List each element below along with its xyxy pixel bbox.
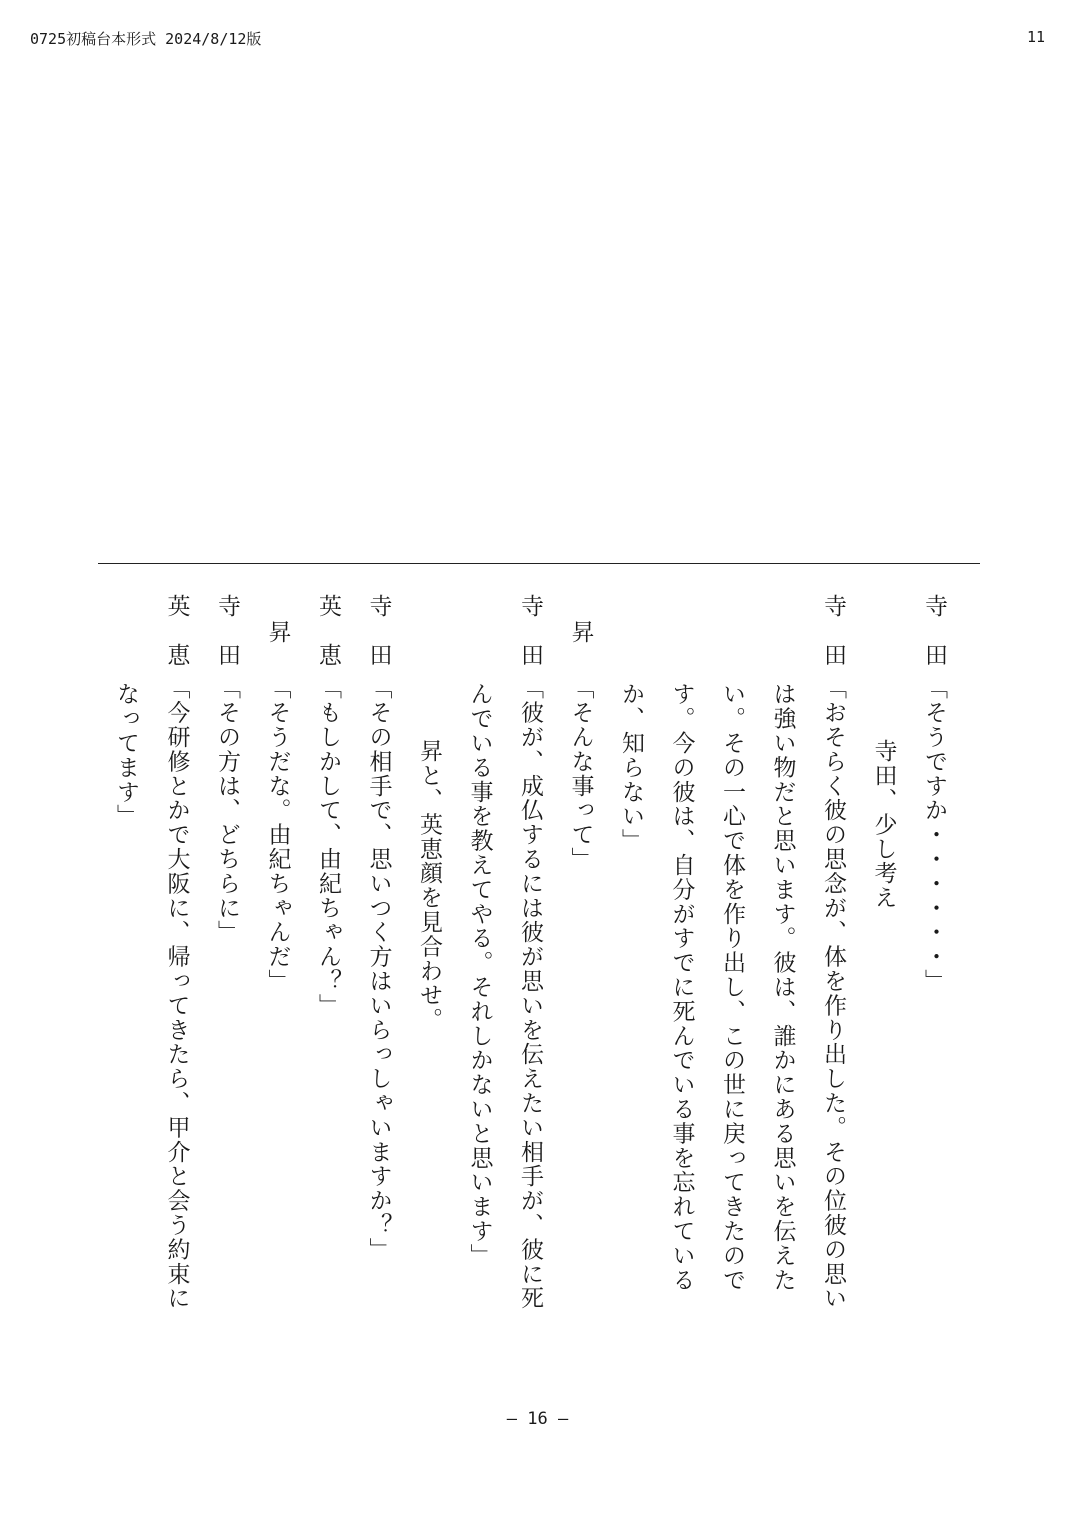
dialogue-text: 「そうですか・・・・・・」 — [921, 676, 947, 994]
stage-direction: 寺田、少し考え — [870, 739, 897, 910]
divider-rule — [98, 563, 980, 564]
stage-direction: 昇と、英恵顔を見合わせ。 — [416, 739, 442, 1032]
speaker-name: 寺 田 — [820, 594, 846, 668]
speaker-name: 英 恵 — [163, 594, 190, 668]
speaker-name: 寺 田 — [214, 594, 240, 668]
speaker-name: 寺 田 — [517, 594, 543, 668]
script-line — [555, 594, 606, 1364]
speaker-name: 昇 — [264, 620, 291, 645]
sheet-number: 11 — [1026, 28, 1045, 46]
script-line — [909, 594, 960, 1364]
dialogue-text: 「そうだな。由紀ちゃんだ」 — [264, 676, 291, 994]
script-line — [757, 594, 808, 1364]
dialogue-continuation: は強い物だと思います。彼は、誰かにある思いを伝えた — [769, 682, 796, 1292]
page-number: ― 16 ― — [506, 1409, 569, 1429]
script-line — [858, 594, 909, 1364]
script-line — [656, 594, 707, 1364]
document-title: 0725初稿台本形式 2024/8/12版 — [30, 30, 262, 48]
dialogue-continuation: い。その一心で体を作り出し、この世に戻ってきたので — [719, 682, 745, 1292]
speaker-name: 寺 田 — [921, 594, 947, 668]
script-line — [808, 594, 859, 1364]
dialogue-text: 「今研修とかで大阪に、帰ってきたら、甲介と会う約束に — [163, 676, 190, 1311]
speaker-name: 寺 田 — [365, 594, 392, 668]
dialogue-continuation: か、知らない」 — [618, 682, 644, 853]
script-line — [151, 594, 202, 1364]
script-line — [505, 594, 556, 1364]
dialogue-text: 「もしかして、由紀ちゃん？」 — [315, 676, 341, 1018]
script-line — [252, 594, 303, 1364]
dialogue-text: 「彼が、成仏するには彼が思いを伝えたい相手が、彼に死 — [517, 676, 543, 1311]
dialogue-text: 「おそらく彼の思念が、体を作り出した。その位彼の思い — [820, 676, 846, 1311]
speaker-name: 昇 — [567, 620, 594, 645]
script-line — [353, 594, 404, 1364]
script-line — [202, 594, 253, 1364]
script-line — [101, 594, 152, 1364]
script-body — [89, 594, 959, 1364]
dialogue-continuation: なってます」 — [113, 682, 139, 829]
dialogue-text: 「そんな事って」 — [567, 676, 594, 872]
script-line — [404, 594, 455, 1364]
dialogue-continuation: んでいる事を教えてやる。それしかないと思います」 — [466, 682, 493, 1268]
script-line — [707, 594, 758, 1364]
script-line — [606, 594, 657, 1364]
speaker-name: 英 恵 — [315, 594, 341, 668]
dialogue-text: 「その相手で、思いつく方はいらっしゃいますか？」 — [365, 676, 392, 1262]
dialogue-continuation: す。今の彼は、自分がすでに死んでいる事を忘れている — [668, 682, 695, 1292]
dialogue-text: 「その方は、どちらに」 — [214, 676, 240, 945]
script-line — [454, 594, 505, 1364]
script-line — [303, 594, 354, 1364]
